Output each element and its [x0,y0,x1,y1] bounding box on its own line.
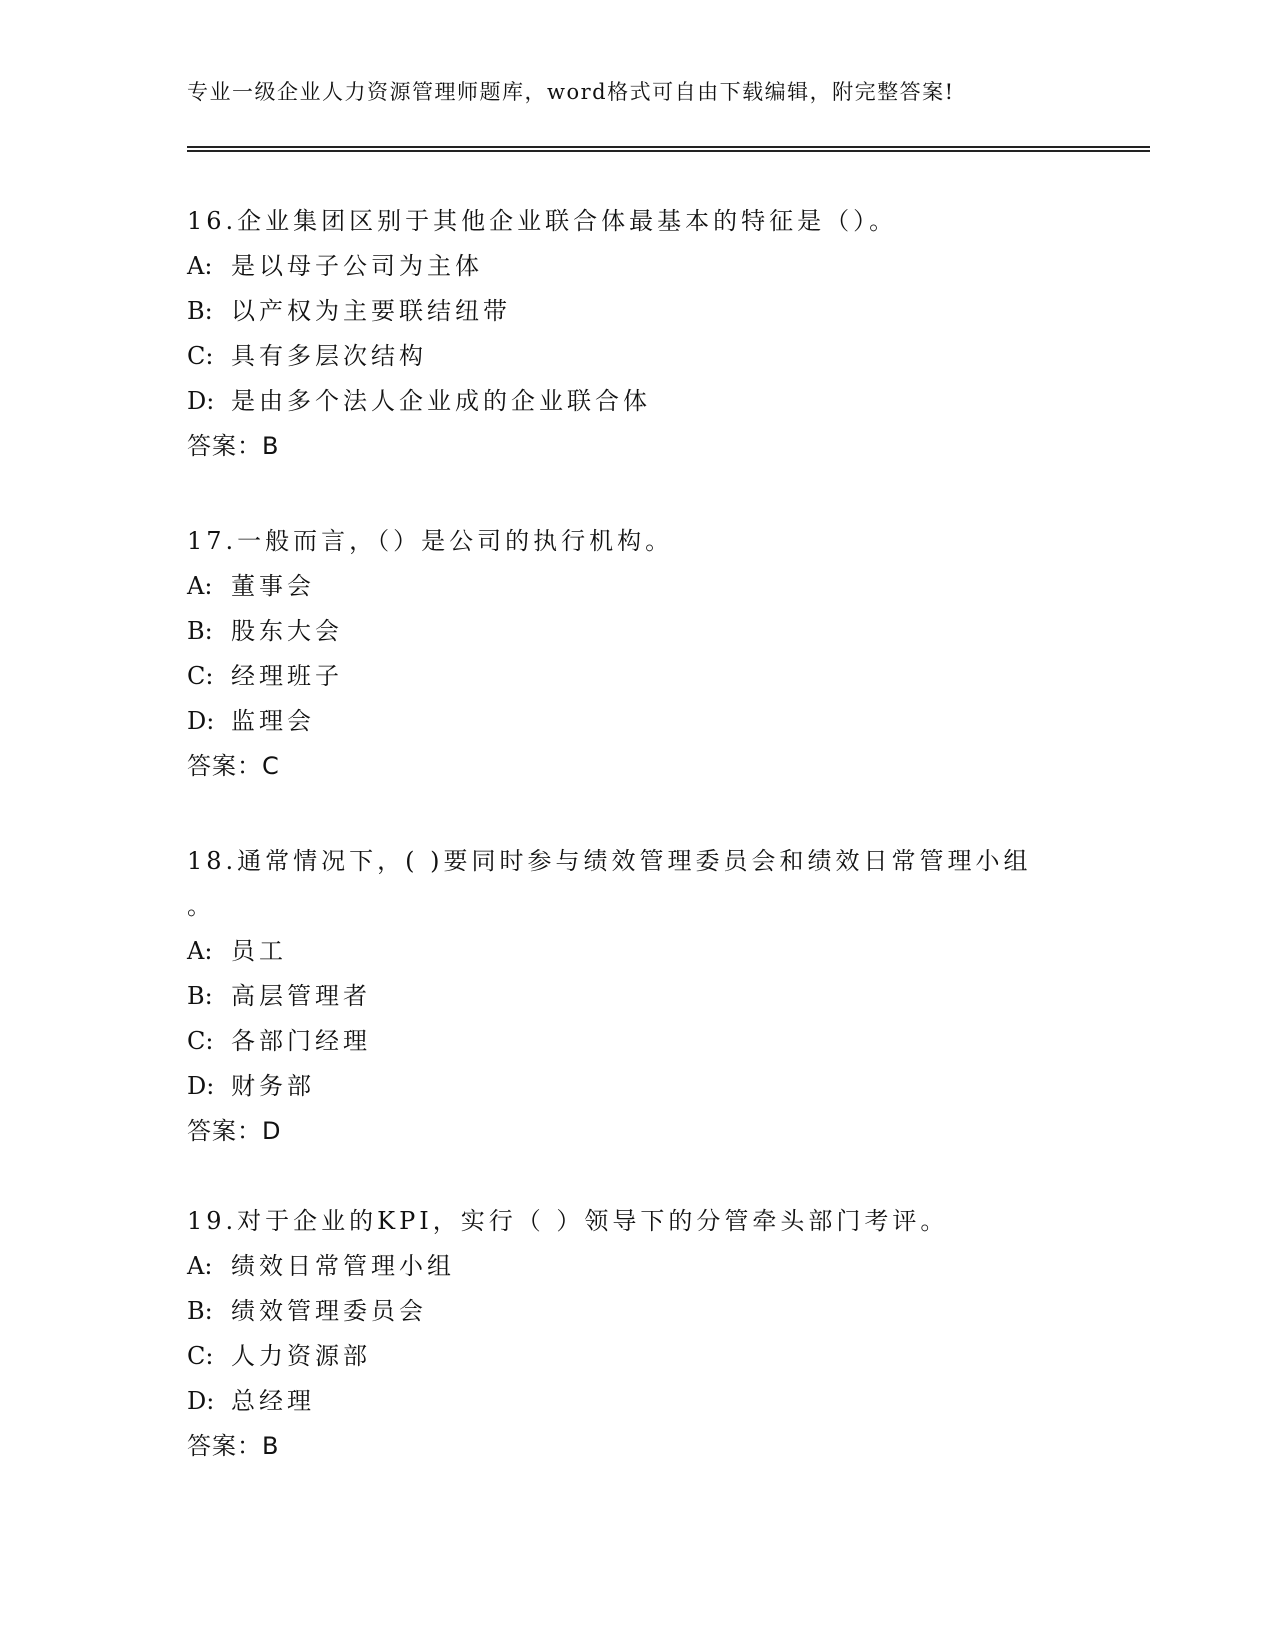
question-stem-continuation: 。 [187,892,215,920]
option-letter: C: [187,1342,214,1370]
option-b [187,289,1087,334]
option-b [187,1289,1087,1334]
option-text: 各部门经理 [231,1027,371,1055]
option-letter: A: [187,937,213,965]
option-c [187,1334,1087,1379]
option-letter: B: [187,982,213,1010]
option-text: 绩效管理委员会 [231,1297,427,1325]
option-c [187,654,1087,699]
question-19 [187,1199,1087,1469]
question-stem: 17.一般而言，（）是公司的执行机构。 [187,527,674,555]
question-16 [187,199,1087,469]
option-b [187,609,1087,654]
header-double-rule [187,146,1150,152]
option-text: 员工 [231,937,287,965]
answer-text: 答案：D [187,1117,282,1145]
page-header-text: 专业一级企业人力资源管理师题库，word格式可自由下载编辑，附完整答案! [187,80,955,104]
option-text: 高层管理者 [231,982,371,1010]
option-text: 人力资源部 [231,1342,371,1370]
option-text: 董事会 [231,572,315,600]
option-letter: B: [187,617,213,645]
option-a [187,1244,1087,1289]
option-text: 以产权为主要联结纽带 [231,297,511,325]
option-text: 股东大会 [231,617,343,645]
option-a [187,244,1087,289]
question-stem: 19.对于企业的KPI，实行（ ）领导下的分管牵头部门考评。 [187,1207,949,1235]
option-d [187,1379,1087,1424]
answer-text: 答案：B [187,432,280,460]
option-letter: D: [187,387,215,415]
option-letter: A: [187,252,213,280]
option-text: 绩效日常管理小组 [231,1252,455,1280]
option-letter: D: [187,1072,215,1100]
option-text: 总经理 [231,1387,315,1415]
option-text: 是由多个法人企业成的企业联合体 [231,387,651,415]
option-c [187,334,1087,379]
option-letter: C: [187,342,214,370]
question-18 [187,839,1087,1154]
option-letter: A: [187,1252,213,1280]
option-letter: C: [187,1027,214,1055]
question-stem: 16.企业集团区别于其他企业联合体最基本的特征是（）。 [187,207,898,235]
question-17 [187,519,1087,789]
option-letter: D: [187,707,215,735]
option-text: 具有多层次结构 [231,342,427,370]
answer-text: 答案：B [187,1432,280,1460]
option-letter: B: [187,297,213,325]
option-text: 经理班子 [231,662,343,690]
option-a [187,929,1087,974]
option-letter: D: [187,1387,215,1415]
option-text: 财务部 [231,1072,315,1100]
option-text: 是以母子公司为主体 [231,252,483,280]
option-a [187,564,1087,609]
option-letter: B: [187,1297,213,1325]
option-text: 监理会 [231,707,315,735]
option-letter: C: [187,662,214,690]
answer-text: 答案：C [187,752,280,780]
question-stem: 18.通常情况下，( )要同时参与绩效管理委员会和绩效日常管理小组 [187,847,1032,875]
option-d [187,379,1087,424]
option-letter: A: [187,572,213,600]
option-b [187,974,1087,1019]
option-d [187,1064,1087,1109]
option-c [187,1019,1087,1064]
option-d [187,699,1087,744]
